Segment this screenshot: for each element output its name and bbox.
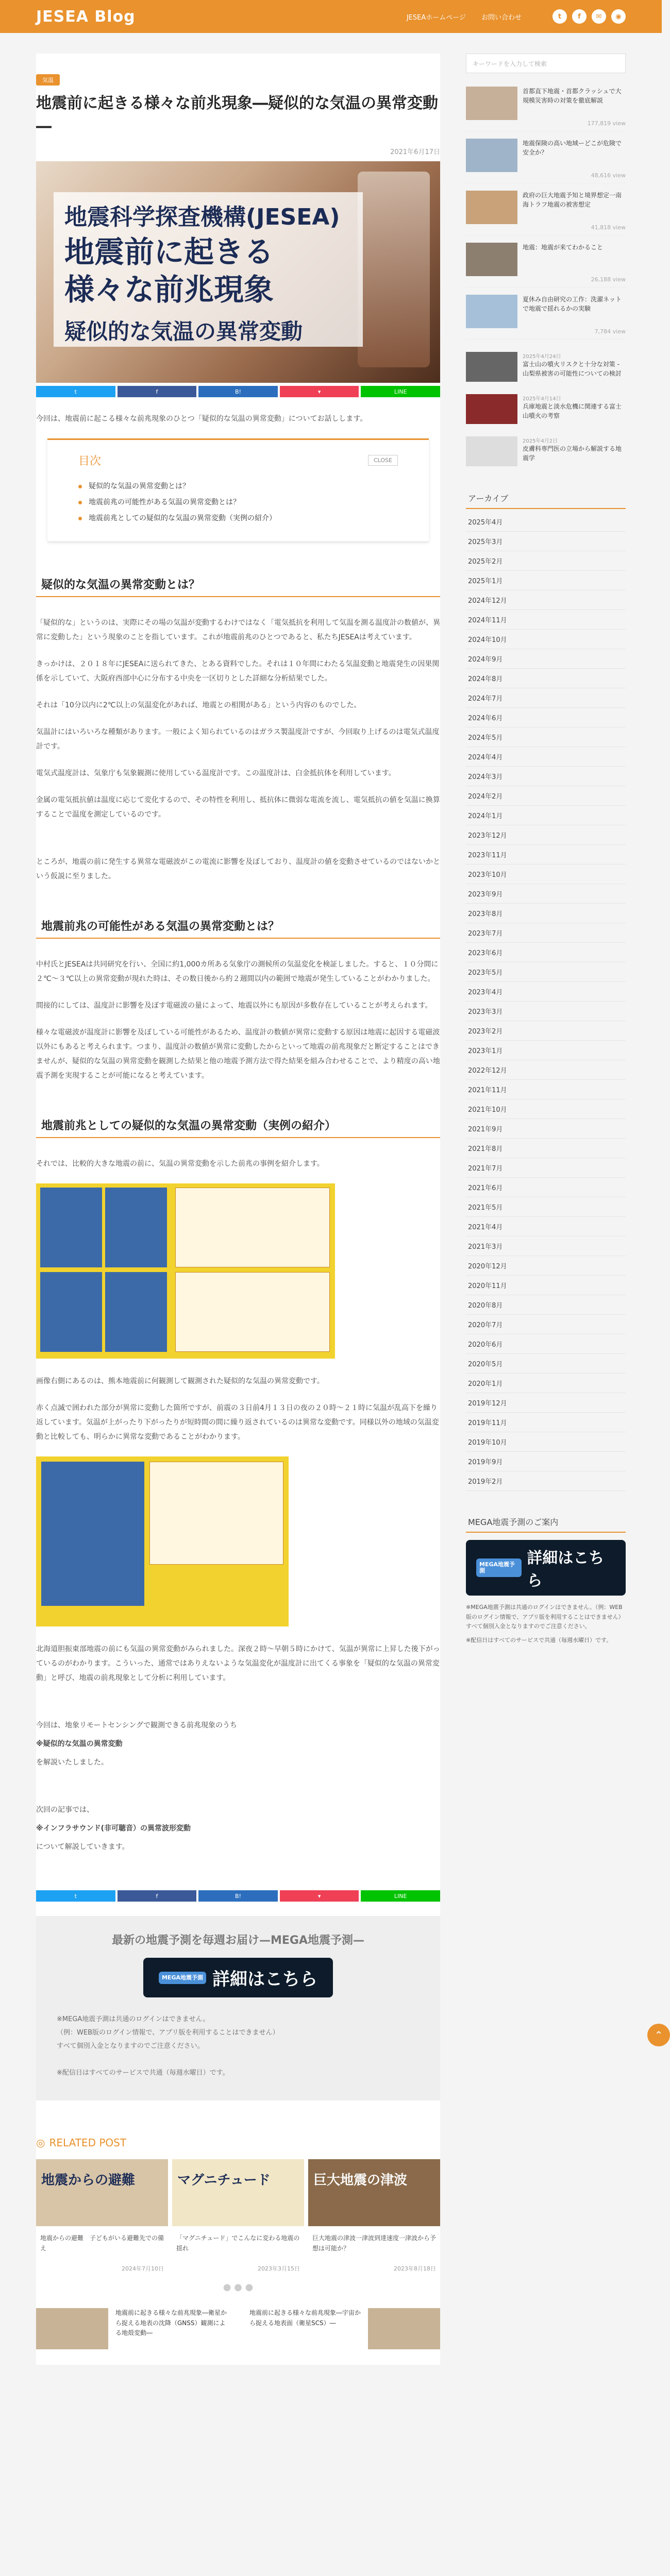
map-thumbnail [40,1188,102,1267]
facebook-icon[interactable]: f [572,9,587,24]
archive-item[interactable]: 2024年3月 [466,767,626,786]
archive-item[interactable]: 2019年10月 [466,1432,626,1452]
archive-item[interactable]: 2025年2月 [466,551,626,571]
archive-title: アーカイブ [466,488,626,509]
nav-jesea-home[interactable]: JESEAホームページ [406,13,466,22]
paragraph: 北海道胆振東部地震の前にも気温の異常変動がみられました。深夜２時～早朝５時にかけて、気温が異常に上昇した後下がっているのがわかります。こういった、通常ではありえないような気温変化が温度計に出てくる事象を「疑似的な気温の異常変動」と呼び、地震の前兆現象として分析に利用しています。 [36,1645,440,1683]
share-buttons-bottom [36,1890,440,1902]
eyecatch-line3: 疑似的な気温の異常変動 [64,319,303,344]
mega-note: ※MEGA地震予測は共通のログインはできません。（例：WEB版のログイン情報で、アプリ版を利用することはできません）すべて個別入金となりますのでご注意ください。 [466,1604,624,1630]
archive-item[interactable]: 2021年11月 [466,1080,626,1099]
share-facebook-button[interactable]: f [118,386,197,397]
eyecatch-line1: 地震科学探査機構(JESEA) [64,204,340,230]
paragraph: きっかけは、２０１８年にJESEAに送られてきた、とある資料でした。それは１０年間にわたる気温変動と地震発生の因果関係を示していて、大阪府西部中心に分布する中央を一区切りとした詳細な分析結果でした。 [36,660,440,683]
related-card[interactable]: 地震からの避難 地震からの避難 子どもがいる避難先での備え 2024年7月10日 [36,2159,168,2275]
table-of-contents [47,438,429,542]
share-pocket-button[interactable]: ▾ [280,1890,359,1902]
carousel-dots[interactable]: ● ● ● [223,2282,254,2293]
toc-title: 目次 [78,455,102,468]
archive-item[interactable]: 2019年11月 [466,1413,626,1432]
popular-item[interactable]: 首都直下地震・首都クラッシュで大規模災害時の対策を徹底解説 [466,79,626,120]
share-line-button[interactable]: LINE [361,1890,440,1902]
share-twitter-button[interactable]: t [36,386,115,397]
archive-item[interactable]: 2024年4月 [466,747,626,767]
header-nav [407,9,626,24]
archive-item[interactable]: 2024年9月 [466,649,626,669]
temperature-chart [175,1272,330,1352]
archive-item[interactable]: 2023年2月 [466,1021,626,1041]
newest-item[interactable]: 2025年4月14日 兵庫地震と淡水危機に関連する富士山噴火の考察 [466,388,626,430]
archive-item[interactable]: 2019年9月 [466,1452,626,1471]
mega-badge: MEGA地震予測 [159,1972,206,1984]
nav-contact[interactable]: お問い合わせ [481,13,522,22]
cta-title: 最新の地震予測を毎週お届け—MEGA地震予測— [111,1934,364,1947]
paragraph: 金属の電気抵抗値は温度に応じて変化するので、その特性を利用し、抵抗体に微弱な電流を流し、電気抵抗の値を気温に換算することで温度を測定しているのです。 [36,796,440,819]
archive-item[interactable]: 2023年4月 [466,982,626,1002]
archive-item[interactable]: 2025年3月 [466,532,626,551]
archive-item[interactable]: 2024年5月 [466,727,626,747]
paragraph: 次回の記事では、 [36,1806,94,1815]
thermometer-illustration [358,172,430,367]
map-thumbnail [41,1462,144,1606]
article-date: 2021年6月17日 [390,148,440,156]
toc-item[interactable]: 地震前兆の可能性がある気温の異常変動とは？ [78,495,398,511]
share-hatena-button[interactable]: B! [198,386,278,397]
archive-item[interactable]: 2020年8月 [466,1295,626,1315]
related-posts [36,2159,440,2275]
prev-next-nav [36,2308,440,2365]
popular-item[interactable]: 政府の巨大地震予知と境界想定一南海トラフ地震の被害想定 [466,183,626,224]
related-icon: ◎ [36,2137,45,2149]
archive-item[interactable]: 2023年10月 [466,865,626,884]
newest-item[interactable]: 2025年4月2日 皮膚科専門医の立場から解説する地震学 [466,430,626,472]
archive-item[interactable]: 2021年10月 [466,1099,626,1119]
archive-item[interactable]: 2020年7月 [466,1315,626,1334]
twitter-icon[interactable]: t [552,9,567,24]
section-heading: 地震前兆としての疑似的な気温の異常変動（実例の紹介） [36,1114,440,1138]
mega-cta-box [36,1916,440,2100]
newest-item[interactable]: 2025年4月24日 富士山の噴火リスクと十分な対策 - 山梨県被害の可能性についての検討 [466,346,626,388]
archive-item[interactable]: 2021年3月 [466,1236,626,1256]
archive-item[interactable]: 2023年1月 [466,1041,626,1060]
archive-item[interactable]: 2025年1月 [466,571,626,590]
paragraph: 間接的にしては、温度計に影響を及ぼす電磁波の量によって、地震以外にも原因が多数存在していることが考えられます。 [36,1002,432,1010]
archive-widget [466,488,626,1491]
share-buttons-top [36,386,440,397]
paragraph: ところが、地震の前に発生する異常な電磁波がこの電流に影響を及ぼしており、温度計の値を変動させているのではないかという仮説に至りました。 [36,858,440,881]
archive-item[interactable]: 2021年4月 [466,1217,626,1236]
related-card[interactable]: 巨大地震の津波 巨大地震の津波一津波到達速度一津波から予想は可能か？ 2023年8月18日 [308,2159,440,2275]
share-facebook-button[interactable]: f [118,1890,197,1902]
archive-item[interactable]: 2020年11月 [466,1276,626,1295]
map-thumbnail [40,1272,102,1352]
related-post-heading: ◎ RELATED POST [36,2137,127,2149]
cta-detail-button[interactable] [143,1958,333,1997]
archive-item[interactable]: 2021年7月 [466,1158,626,1178]
archive-item[interactable]: 2021年8月 [466,1139,626,1158]
archive-item[interactable]: 2020年6月 [466,1334,626,1354]
archive-item[interactable]: 2023年11月 [466,845,626,865]
archive-item[interactable]: 2023年6月 [466,943,626,962]
newest-posts [466,346,626,472]
archive-item[interactable]: 2020年1月 [466,1374,626,1393]
archive-item[interactable]: 2019年2月 [466,1471,626,1491]
paragraph: 赤く点滅で囲われた部分が異常に変動した箇所ですが、前震の３日前4月１３日の夜の２０時～２１時に気温が乱高下を繰り返しています。気温が上がったり下がったりが短時間の間に繰り返されているのは異常な変動です。同様以外の地域の気温変動と比較しても、明らかに異常な変動であることがわかります。 [36,1404,439,1442]
share-pocket-button[interactable]: ▾ [280,386,359,397]
mail-icon[interactable]: ✉ [592,9,606,24]
section-heading: 地震前兆の可能性がある気温の異常変動とは？ [36,914,440,939]
archive-item[interactable]: 2023年7月 [466,923,626,943]
kumamoto-temperature-figure [36,1183,335,1359]
share-line-button[interactable]: LINE [361,386,440,397]
site-logo[interactable]: JESEA Blog [36,7,136,26]
hokkaido-temperature-figure [36,1456,289,1626]
archive-item[interactable]: 2024年10月 [466,630,626,649]
mega-widget-title: MEGA地震予測のご案内 [466,1512,626,1533]
back-to-top-button[interactable]: ⌃ [647,2024,670,2046]
related-card[interactable]: マグニチュード 「マグニチュード」でこんなに変わる地震の揺れ 2023年3月15日 [172,2159,304,2275]
archive-item[interactable]: 2022年12月 [466,1060,626,1080]
mega-detail-button[interactable]: MEGA地震予測 詳細はこちら [466,1540,626,1596]
temperature-chart [175,1188,330,1267]
paragraph: 画像右側にあるのは、熊本地震前に何観測して観測された疑似的な気温の異常変動です。 [36,1377,324,1386]
next-post-link[interactable]: 地震前に起きる様々な前兆現象―宇宙から捉える地表面（衛星SCS）― [249,2308,440,2349]
archive-item[interactable]: 2024年6月 [466,708,626,727]
archive-item[interactable]: 2023年12月 [466,825,626,845]
archive-item[interactable]: 2023年9月 [466,884,626,904]
archive-item[interactable]: 2023年8月 [466,904,626,923]
paragraph: ※インフラサウンド(非可聴音）の異常波形変動 [36,1824,191,1833]
mega-note: ※配信日はすべてのサービスで共通（毎週水曜日）です。 [466,1637,612,1644]
paragraph: ※疑似的な気温の異常変動 [36,1740,123,1749]
popular-item[interactable]: 夏休み自由研究の工作：洗濯ネットで地震で揺れるかの実験 [466,287,626,328]
archive-item[interactable]: 2024年2月 [466,786,626,806]
archive-item[interactable]: 2024年12月 [466,590,626,610]
temperature-chart [149,1462,283,1565]
archive-item[interactable]: 2025年4月 [466,512,626,532]
archive-item[interactable]: 2021年5月 [466,1197,626,1217]
eyecatch-image [36,161,440,383]
popular-item[interactable]: 地震保険の高い地域ーどこが危険で安全か？ [466,131,626,172]
mega-widget [466,1512,626,1646]
archive-item[interactable]: 2019年12月 [466,1393,626,1413]
main-article [36,54,440,2365]
paragraph: を解説いたしました。 [36,1758,108,1767]
archive-item[interactable]: 2021年6月 [466,1178,626,1197]
paragraph: 様々な電磁波が温度計に影響を及ぼしている可能性があるため、温度計の数値が異常に変動する原因は地震に起因する電磁波以外にもあると考えられます。つまり、温度計の数値が異常に変動したからといって地震の前兆現象だと断定することはできませんが、疑似的な気温の異常変動を観測した結果と他の地震予測方法で得た結果を組み合わせることで、より精度の高い地震予測を実現することが可能になると考えています。 [36,1028,440,1080]
popular-item[interactable]: 地震：地震が来てわかること [466,235,626,276]
search-input[interactable]: キーワードを入力して検索 [466,54,626,73]
map-thumbnail [105,1272,167,1352]
paragraph: 今回は、地象リモートセンシングで観測できる前兆現象のうち [36,1721,238,1730]
archive-item[interactable]: 2021年9月 [466,1119,626,1139]
category-badge[interactable]: 気温 [36,74,60,86]
prev-post-link[interactable]: 地震前に起きる様々な前兆現象―衛星から捉える地表の沈降（GNSS）観測による地殻変動― [36,2308,227,2349]
sidebar [466,54,626,2365]
toc-item[interactable]: 地震前兆としての疑似的な気温の異常変動（実例の紹介） [78,511,398,527]
archive-item[interactable]: 2024年1月 [466,806,626,825]
site-header [0,0,662,33]
archive-item[interactable]: 2023年3月 [466,1002,626,1021]
paragraph: 「疑似的な」というのは、実際にその場の気温が変動するわけではなく「電気抵抗を利用して気温を測る温度計の数値が、異常に変動した」という現象のことを指しています。これが地震前兆のひとつであると、私たちJESEAは考えています。 [36,619,440,642]
archive-item[interactable]: 2024年8月 [466,669,626,688]
paragraph: それでは、比較的大きな地震の前に、気温の異常変動を示した前兆の事例を紹介します。 [36,1160,324,1168]
toc-item[interactable]: 疑似的な気温の異常変動とは？ [78,479,398,495]
archive-item[interactable]: 2024年11月 [466,610,626,630]
intro-text: 今回は、地震前に起こる様々な前兆現象のひとつ「疑似的な気温の異常変動」についてお話しします。 [36,415,367,423]
share-twitter-button[interactable]: t [36,1890,115,1902]
paragraph: について解説していきます。 [36,1843,129,1852]
archive-item[interactable]: 2024年7月 [466,688,626,708]
archive-item[interactable]: 2020年12月 [466,1256,626,1276]
cta-notes: ※MEGA地震予測は共通のログインはできません。 （例：WEB版のログイン情報で、アプリ版を利用することはできません） すべて個別入金となりますのでご注意ください。 ※配信日はすべてのサービスで共通（毎週水曜日）です。 [57,2015,279,2077]
paragraph: 中村氏とJESEAは共同研究を行い、全国に約1,000カ所ある気象庁の測候所の気温変化を検証しました。すると、１０分間に２℃～３℃以上の異常変動が現れた時は、その数日後から約２週間以内の範囲で地震が発生していることがわかりました。 [36,960,439,984]
paragraph: 電気式温度計は、気象庁も気象観測に使用している温度計です。この温度計は、白金抵抗体を利用しています。 [36,769,396,778]
paragraph: それは「10分以内に2℃以上の気温変化があれば、地震との相関がある」という内容のものでした。 [36,701,361,710]
share-hatena-button[interactable]: B! [198,1890,278,1902]
mega-badge: MEGA地震予測 [476,1558,522,1577]
eyecatch-line2: 地震前に起きる 様々な前兆現象 [64,234,274,307]
archive-item[interactable]: 2023年5月 [466,962,626,982]
archive-item[interactable]: 2020年5月 [466,1354,626,1374]
cta-button-label: 詳細はこちら [212,1969,317,1990]
rss-icon[interactable]: ◉ [611,9,626,24]
popular-posts: 首都直下地震・首都クラッシュで大規模災害時の対策を徹底解説 177,819 view 地震保険の高い地域ーどこが危険で安全か？ 48,616 view 政府の巨大地震予知と境界想定一南海トラフ地震の被害想定 41,818 view 地震：地震が来てわかること 26,188 view 夏休み自由研究の工作：洗濯ネットで地震で揺れるかの実験 7,784 view [466,73,626,346]
section-heading: 疑似的な気温の異常変動とは？ [36,573,440,597]
toc-close-button[interactable]: CLOSE [368,455,398,466]
map-thumbnail [105,1188,167,1267]
article-title: 地震前に起きる様々な前兆現象―疑似的な気温の異常変動― [36,94,438,135]
paragraph: 気温計にはいろいろな種類があります。一般によく知られているのはガラス製温度計ですが、今回取り上げるのは電気式温度計です。 [36,728,440,751]
